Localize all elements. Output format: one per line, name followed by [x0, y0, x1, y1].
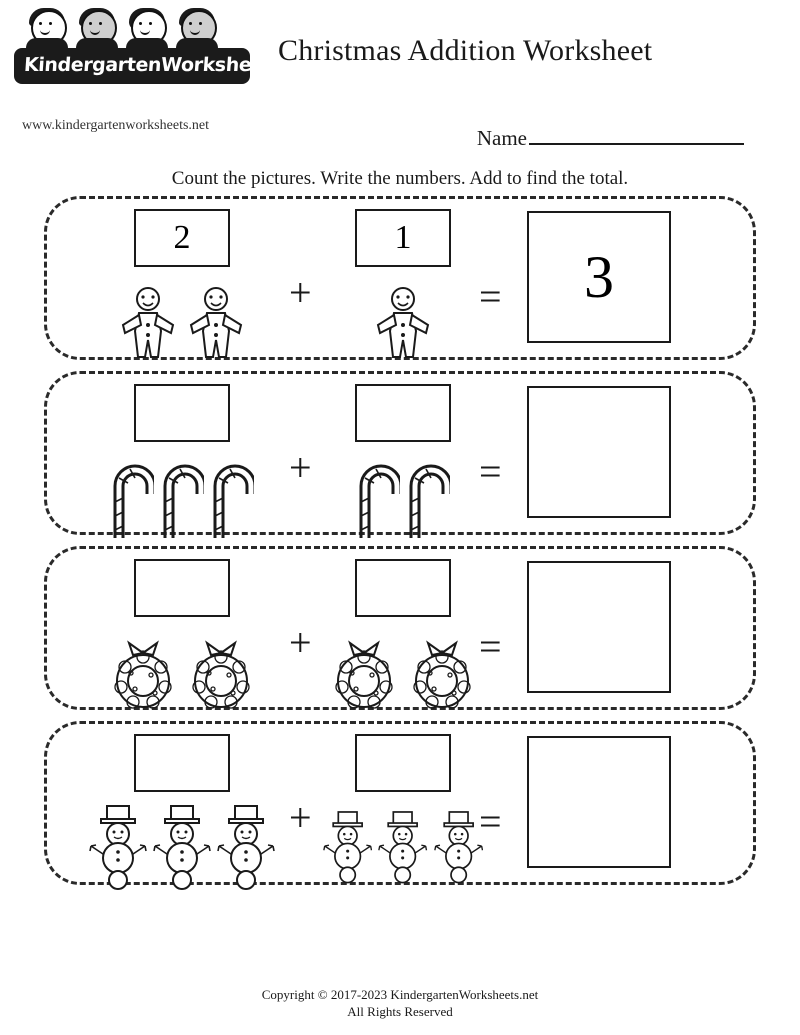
- copyright-text: Copyright © 2017-2023 KindergartenWorksheets.net: [261, 986, 539, 1002]
- answer-input[interactable]: 3: [527, 211, 671, 343]
- answer-wrap: [527, 386, 671, 518]
- logo-banner: [14, 48, 326, 84]
- candy-cane-icon: [210, 458, 254, 540]
- answer-wrap: [527, 211, 671, 343]
- equals-sign: =: [479, 449, 502, 494]
- addend-input-right[interactable]: [355, 384, 451, 442]
- kid-face-icon: [74, 8, 120, 52]
- picture-group-left: [87, 625, 277, 715]
- addend-group-right: [323, 384, 483, 442]
- rights-text: All Rights Reserved: [347, 1004, 453, 1020]
- plus-sign: +: [289, 445, 312, 490]
- plus-sign: +: [289, 270, 312, 315]
- kid-face-icon: [24, 8, 70, 52]
- addend-group-left: [87, 384, 277, 442]
- addend-group-right: [323, 209, 483, 267]
- addend-input-right[interactable]: [355, 559, 451, 617]
- page-header: [0, 0, 800, 150]
- snowman-icon: [89, 802, 147, 890]
- answer-input[interactable]: [527, 736, 671, 868]
- equals-sign: =: [479, 799, 502, 844]
- page-footer: [0, 986, 800, 1021]
- logo-text: KindergartenWorksheets.net: [23, 54, 326, 76]
- problem-row: [44, 721, 756, 885]
- problem-row: [44, 371, 756, 535]
- candy-cane-icon: [110, 458, 154, 540]
- picture-group-left: [87, 450, 277, 540]
- snowman-icon: [378, 802, 427, 890]
- equals-sign: =: [479, 274, 502, 319]
- wreath-icon: [328, 635, 400, 715]
- addend-input-left[interactable]: 2: [134, 209, 230, 267]
- addend-input-left[interactable]: [134, 384, 230, 442]
- site-url: www.kindergartenworksheets.net: [22, 118, 210, 133]
- snowman-icon: [217, 802, 275, 890]
- addend-input-left[interactable]: [134, 559, 230, 617]
- addend-group-right: [323, 559, 483, 617]
- gingerbread-man-icon: [117, 285, 179, 365]
- picture-group-left: [87, 800, 277, 890]
- kids-illustration-icon: [24, 8, 254, 52]
- snowman-icon: [434, 802, 483, 890]
- plus-sign: +: [289, 620, 312, 665]
- addend-group-left: [87, 734, 277, 792]
- answer-input[interactable]: [527, 561, 671, 693]
- problem-row: [44, 196, 756, 360]
- wreath-icon: [185, 635, 257, 715]
- addend-group-left: [87, 559, 277, 617]
- candy-cane-icon: [160, 458, 204, 540]
- picture-group-left: [87, 275, 277, 365]
- wreath-icon: [406, 635, 478, 715]
- candy-cane-icon: [356, 458, 400, 540]
- answer-input[interactable]: [527, 386, 671, 518]
- addend-input-right[interactable]: [355, 734, 451, 792]
- picture-group-right: [323, 800, 483, 890]
- picture-group-right: [323, 275, 483, 365]
- instructions-text: Count the pictures. Write the numbers. Add to find the total.: [171, 168, 629, 189]
- kid-face-icon: [124, 8, 170, 52]
- name-field: [477, 125, 744, 151]
- equals-sign: =: [479, 624, 502, 669]
- addend-input-left[interactable]: [134, 734, 230, 792]
- problem-row: [44, 546, 756, 710]
- addend-input-right[interactable]: 1: [355, 209, 451, 267]
- kid-face-icon: [174, 8, 220, 52]
- page-title: Christmas Addition Worksheet: [278, 34, 653, 67]
- name-label: Name: [476, 126, 527, 150]
- wreath-icon: [107, 635, 179, 715]
- picture-group-right: [323, 625, 483, 715]
- addend-group-left: [87, 209, 277, 267]
- answer-wrap: [527, 736, 671, 868]
- candy-cane-icon: [406, 458, 450, 540]
- problem-list: [44, 196, 756, 896]
- site-logo[interactable]: [14, 8, 326, 84]
- addend-group-right: [323, 734, 483, 792]
- snowman-icon: [153, 802, 211, 890]
- gingerbread-man-icon: [372, 285, 434, 365]
- name-input-blank[interactable]: [529, 125, 744, 145]
- plus-sign: +: [289, 795, 312, 840]
- gingerbread-man-icon: [185, 285, 247, 365]
- picture-group-right: [323, 450, 483, 540]
- answer-wrap: [527, 561, 671, 693]
- snowman-icon: [323, 802, 372, 890]
